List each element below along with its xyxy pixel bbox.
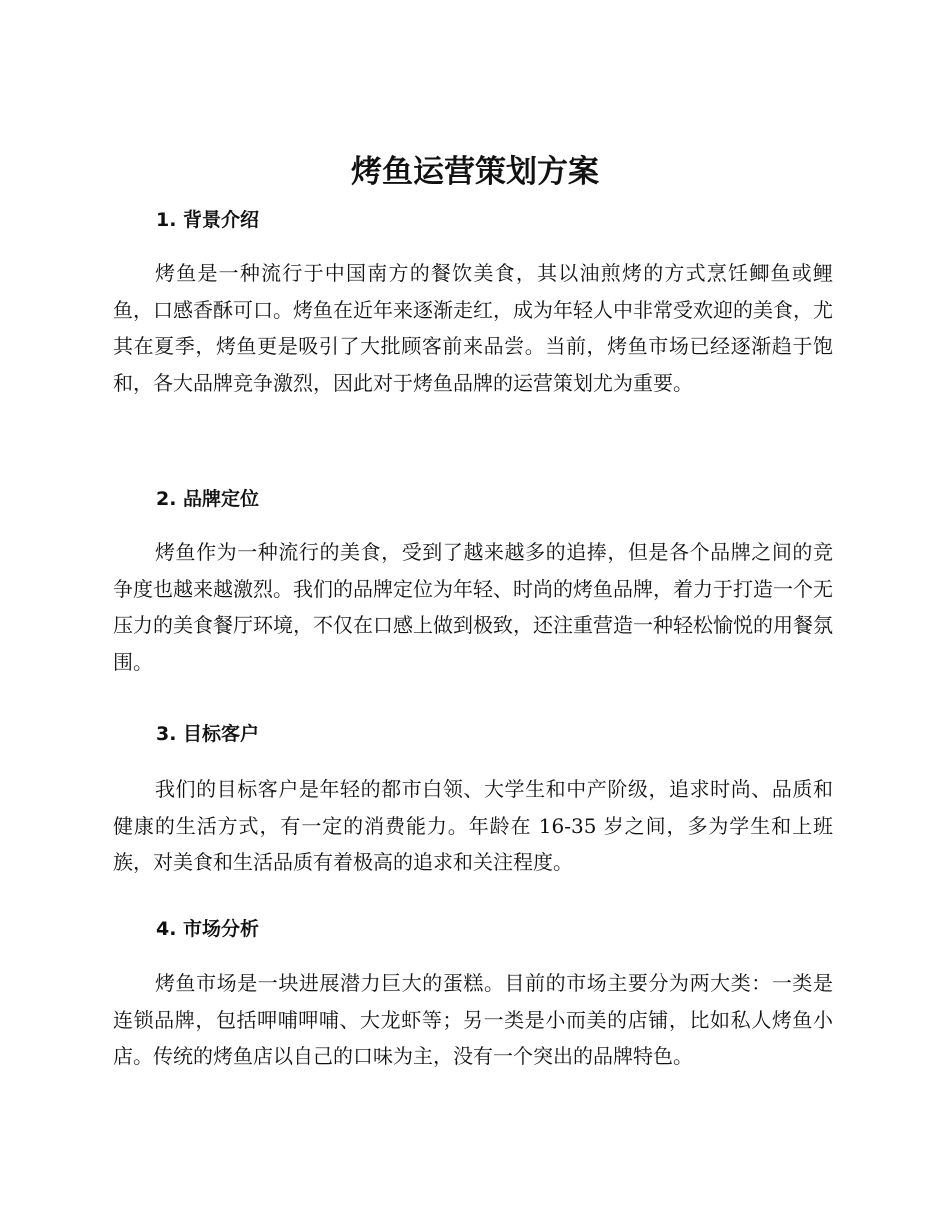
- section-heading-brand-positioning: 2. 品牌定位: [156, 488, 260, 510]
- document-title: 烤鱼运营策划方案: [351, 154, 599, 190]
- section-body-market-analysis: 烤鱼市场是一块进展潜力巨大的蛋糕。目前的市场主要分为两大类：一类是连锁品牌，包括呷哺呷哺、大龙虾等；另一类是小而美的店铺，比如私人烤鱼小店。传统的烤鱼店以自己的口味为主，没有一个突出的品牌特色。: [113, 971, 833, 1068]
- section-body-background: 烤鱼是一种流行于中国南方的餐饮美食，其以油煎烤的方式烹饪鲫鱼或鲤鱼，口感香酥可口。烤鱼在近年来逐渐走红，成为年轻人中非常受欢迎的美食，尤其在夏季，烤鱼更是吸引了大批顾客前来品尝。当前，烤鱼市场已经逐渐趋于饱和，各大品牌竞争激烈，因此对于烤鱼品牌的运营策划尤为重要。: [113, 261, 833, 395]
- section-heading-market-analysis: 4. 市场分析: [156, 918, 260, 940]
- section-body-target-customers: 我们的目标客户是年轻的都市白领、大学生和中产阶级，追求时尚、品质和健康的生活方式，有一定的消费能力。年龄在 16-35 岁之间，多为学生和上班族，对美食和生活品质有着极高的追求和关注程度。: [113, 777, 833, 874]
- section-body-brand-positioning: 烤鱼作为一种流行的美食，受到了越来越多的追捧，但是各个品牌之间的竞争度也越来越激烈。我们的品牌定位为年轻、时尚的烤鱼品牌，着力于打造一个无压力的美食餐厅环境，不仅在口感上做到极致，还注重营造一种轻松愉悦的用餐氛围。: [113, 540, 833, 674]
- section-heading-background: 1. 背景介绍: [156, 209, 260, 231]
- section-heading-target-customers: 3. 目标客户: [156, 723, 260, 745]
